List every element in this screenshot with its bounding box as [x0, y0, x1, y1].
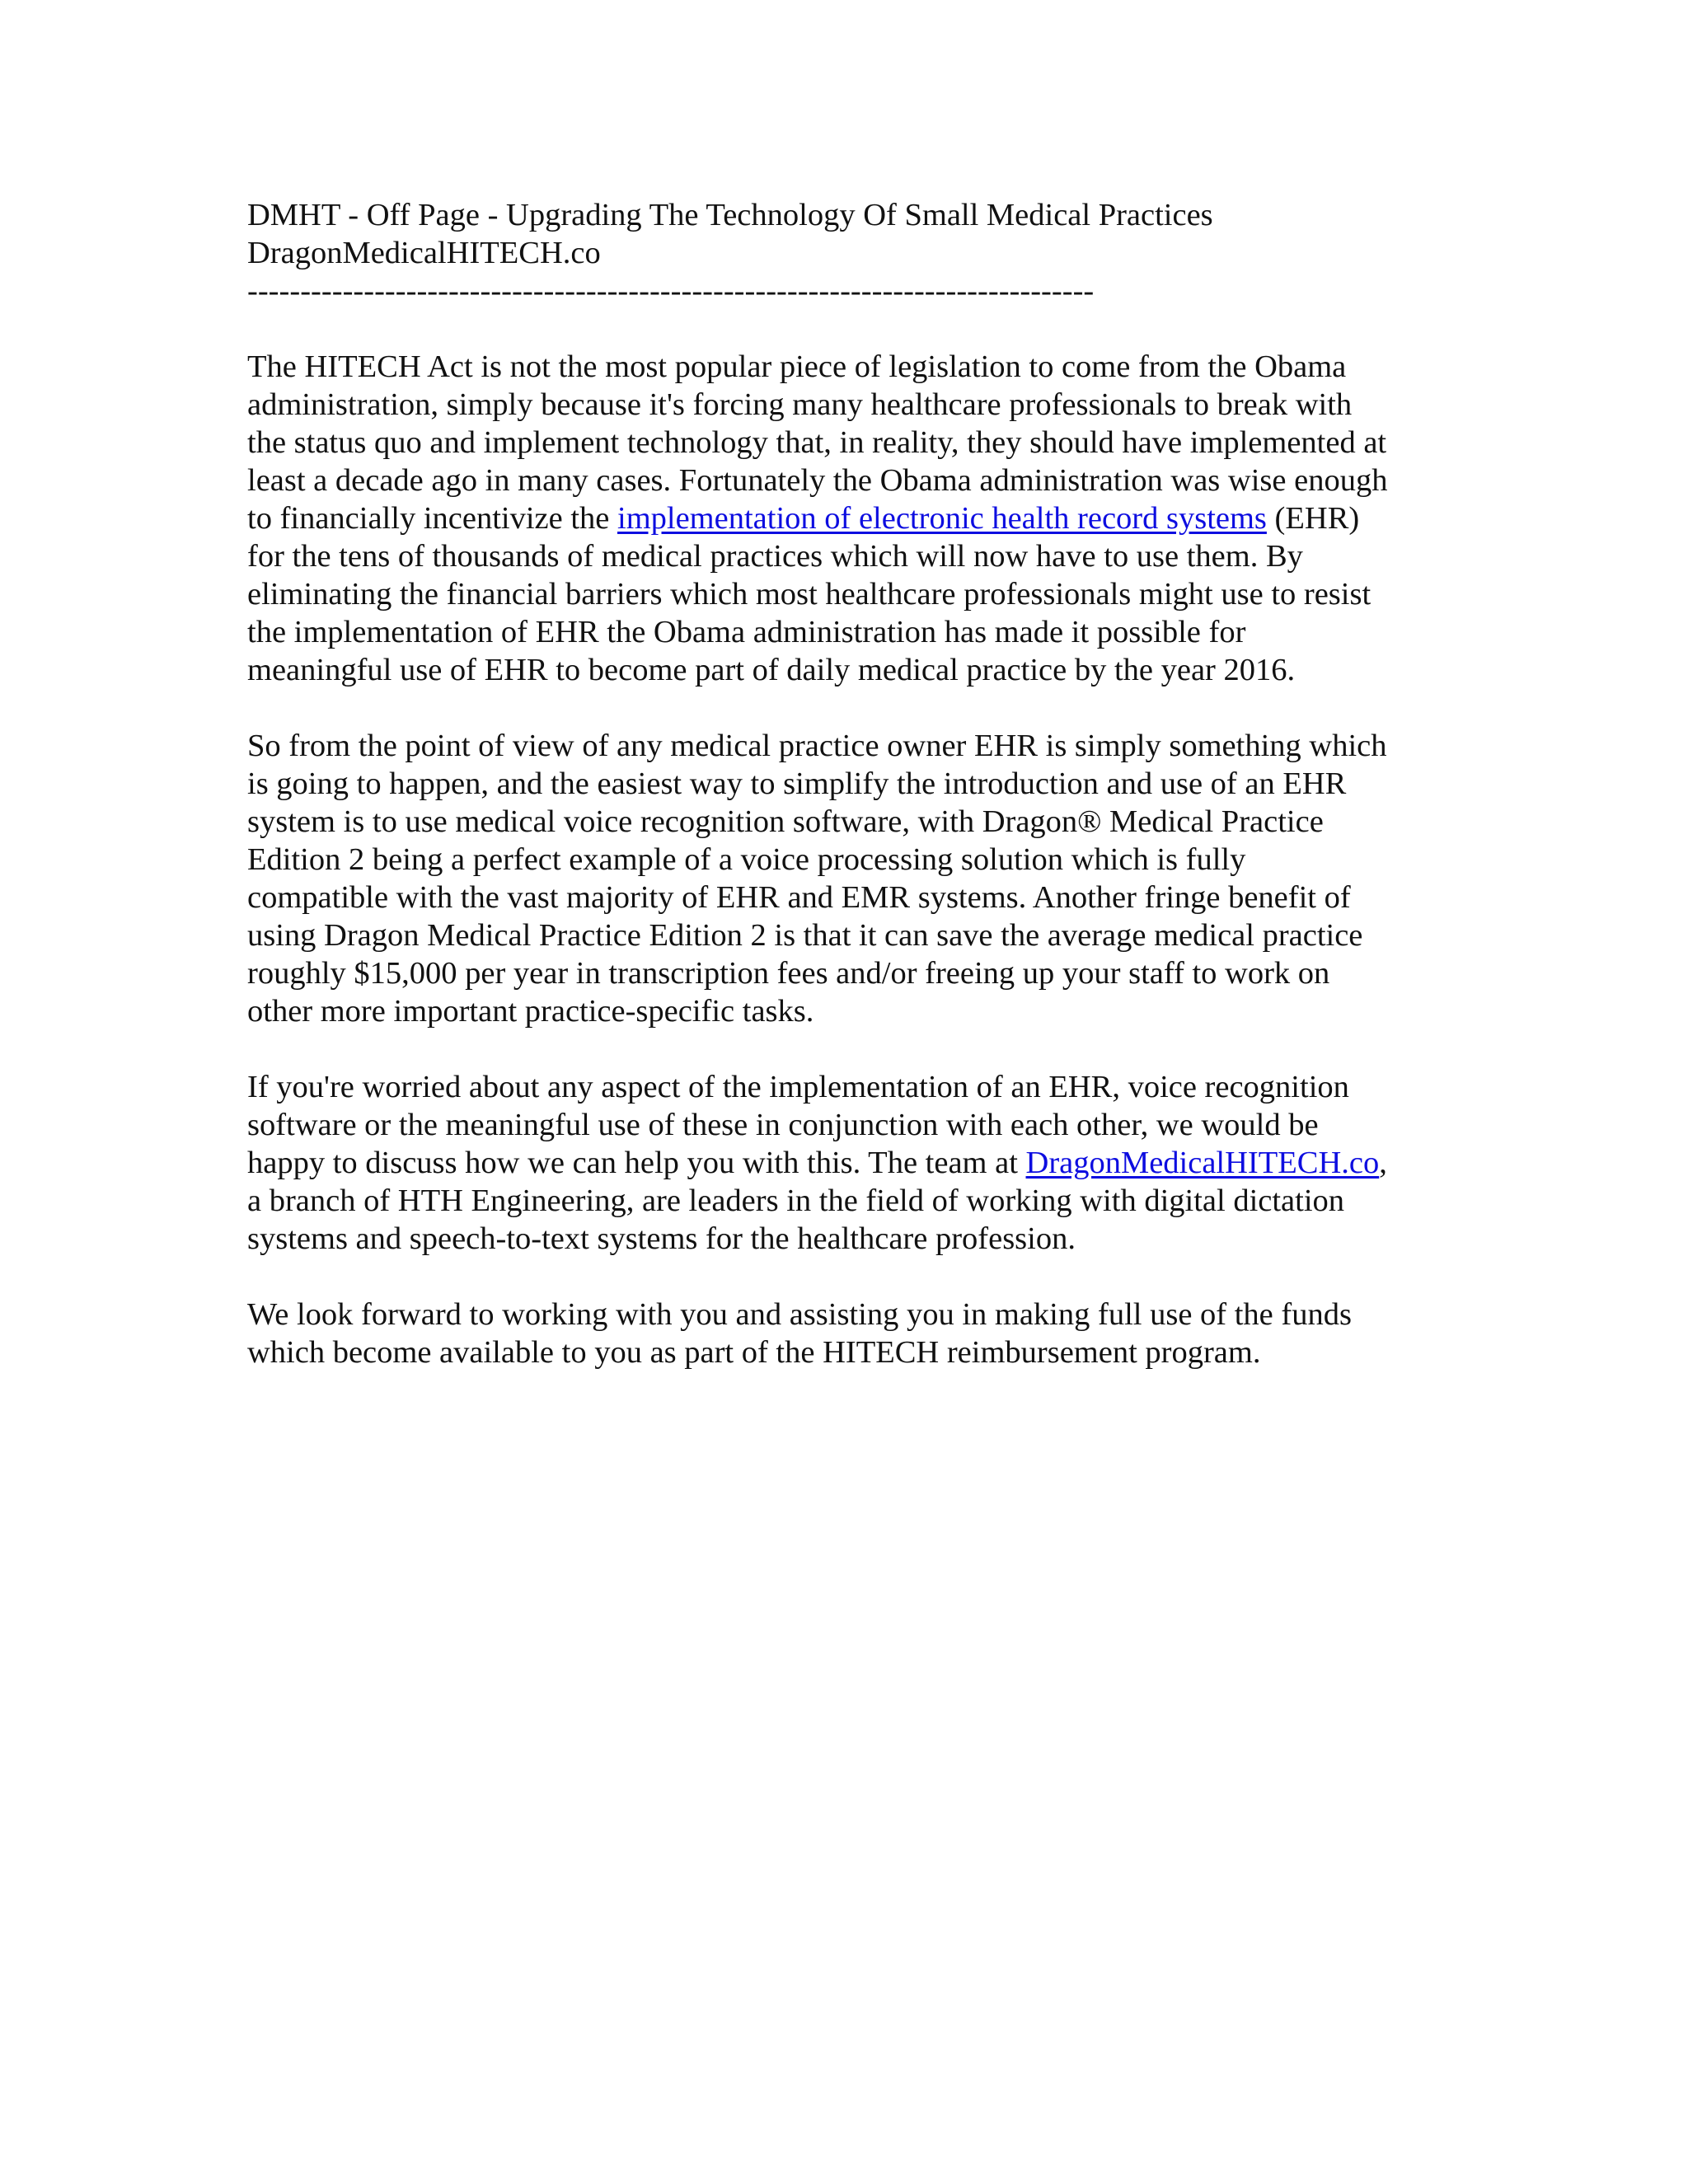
document-title: DMHT - Off Page - Upgrading The Technology Of Small Medical Practices — [247, 198, 1213, 232]
paragraph-line: system is to use medical voice recognition software, with Dragon® Medical Practice — [247, 804, 1324, 839]
paragraph-line — [247, 1144, 1467, 1182]
paragraph-2 — [247, 727, 1467, 1030]
paragraph-line: roughly $15,000 per year in transcription fees and/or freeing up your staff to work on — [247, 956, 1330, 991]
paragraph-1 — [247, 348, 1467, 689]
paragraph-line: is going to happen, and the easiest way to simplify the introduction and use of an EHR — [247, 766, 1347, 801]
ehr-systems-link[interactable]: implementation of electronic health record systems — [617, 501, 1267, 536]
paragraph-line: If you're worried about any aspect of the implementation of an EHR, voice recognition — [247, 1070, 1349, 1104]
text-segment: , — [1379, 1146, 1387, 1180]
paragraph-line: compatible with the vast majority of EHR and EMR systems. Another fringe benefit of — [247, 880, 1351, 915]
text-segment: (EHR) — [1266, 501, 1360, 536]
header-divider: -------------------------------------------------------------------------------- — [247, 274, 1095, 308]
paragraph-line: a branch of HTH Engineering, are leaders in the field of working with digital dictation — [247, 1183, 1345, 1218]
document-page — [247, 196, 1467, 1371]
paragraph-line: least a decade ago in many cases. Fortunately the Obama administration was wise enough — [247, 463, 1388, 498]
text-segment: to financially incentivize the — [247, 501, 617, 536]
paragraph-line: other more important practice-specific tasks. — [247, 994, 814, 1029]
paragraph-line: We look forward to working with you and assisting you in making full use of the funds — [247, 1297, 1352, 1332]
paragraph-line: systems and speech-to-text systems for the healthcare profession. — [247, 1221, 1076, 1256]
paragraph-line: administration, simply because it's forcing many healthcare professionals to break with — [247, 387, 1353, 422]
paragraph-line: meaningful use of EHR to become part of daily medical practice by the year 2016. — [247, 653, 1296, 687]
text-segment: happy to discuss how we can help you with this. The team at — [247, 1146, 1026, 1180]
paragraph-line: software or the meaningful use of these in conjunction with each other, we would be — [247, 1108, 1319, 1142]
paragraph-line: which become available to you as part of the HITECH reimbursement program. — [247, 1335, 1261, 1370]
paragraph-4 — [247, 1296, 1467, 1371]
paragraph-line: eliminating the financial barriers which most healthcare professionals might use to resist — [247, 577, 1372, 612]
paragraph-line: So from the point of view of any medical practice owner EHR is simply something which — [247, 729, 1387, 763]
paragraph-line: the status quo and implement technology that, in reality, they should have implemented at — [247, 425, 1387, 460]
paragraph-3 — [247, 1068, 1467, 1258]
paragraph-line: for the tens of thousands of medical practices which will now have to use them. By — [247, 539, 1303, 574]
paragraph-line: using Dragon Medical Practice Edition 2 is that it can save the average medical practice — [247, 918, 1363, 953]
paragraph-line: The HITECH Act is not the most popular piece of legislation to come from the Obama — [247, 349, 1347, 384]
paragraph-line: the implementation of EHR the Obama administration has made it possible for — [247, 615, 1246, 649]
dragon-medical-hitech-link[interactable]: DragonMedicalHITECH.co — [1025, 1146, 1380, 1180]
paragraph-line: Edition 2 being a perfect example of a voice processing solution which is fully — [247, 842, 1246, 877]
document-site: DragonMedicalHITECH.co — [247, 236, 601, 270]
paragraph-line — [247, 499, 1467, 537]
